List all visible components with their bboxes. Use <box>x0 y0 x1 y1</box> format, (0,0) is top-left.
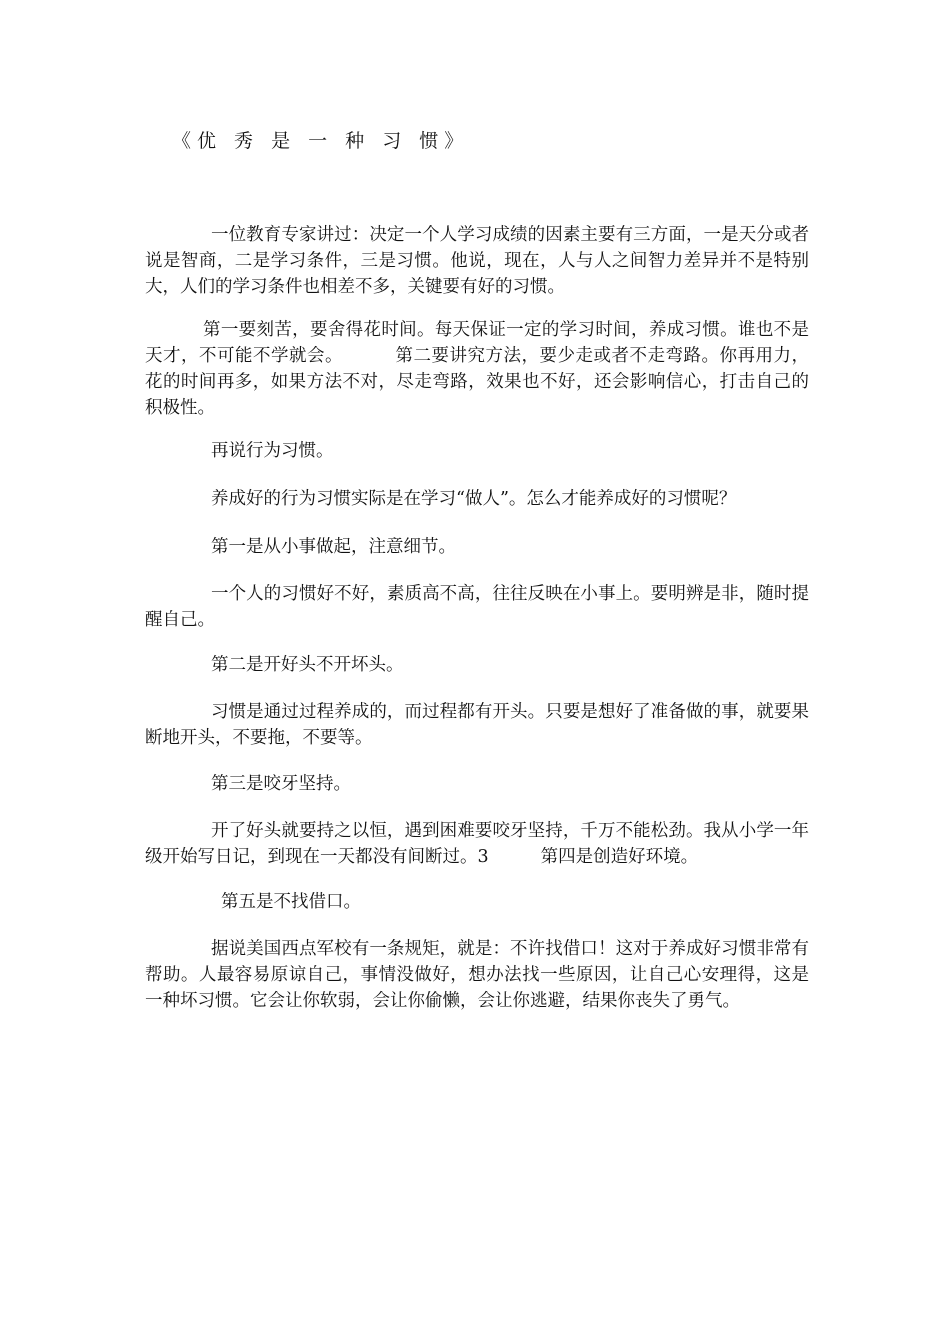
paragraph-5-text: 第一是从小事做起，注意细节。 <box>211 537 456 557</box>
paragraph-6 <box>145 581 809 633</box>
paragraph-4 <box>145 486 809 512</box>
paragraph-2-text-b: 第二要讲究方法，要少走或者不走弯路。你再用力，花的时间再多，如果方法不对，尽走弯路，效果也不好，还会影响信心，打击自己的积极性。 <box>145 346 809 418</box>
paragraph-6-text: 一个人的习惯好不好，素质高不高，往往反映在小事上。要明辨是非，随时提醒自己。 <box>145 584 809 630</box>
paragraph-10-text-b: 第四是创造好环境。 <box>540 847 699 867</box>
paragraph-7-text: 第二是开好头不开坏头。 <box>211 655 404 675</box>
paragraph-2-text-a: 第一要刻苦，要舍得花时间。每天保证一定的学习时间，养成习惯。谁也不是天才，不可能不学就会。 <box>145 320 809 366</box>
paragraph-10 <box>145 818 809 870</box>
paragraph-12 <box>145 936 809 1014</box>
paragraph-11 <box>145 889 809 915</box>
paragraph-8-text: 习惯是通过过程养成的，而过程都有开头。只要是想好了准备做的事，就要果断地开头，不要拖，不要等。 <box>145 702 809 748</box>
document-title: 《优 秀 是 一 种 习 惯》 <box>172 130 470 152</box>
paragraph-3 <box>145 438 809 464</box>
paragraph-1-text: 一位教育专家讲过：决定一个人学习成绩的因素主要有三方面，一是天分或者说是智商，二是学习条件，三是习惯。他说，现在，人与人之间智力差异并不是特别大，人们的学习条件也相差不多，关键要有好的习惯。 <box>145 225 809 297</box>
paragraph-1 <box>145 222 809 300</box>
paragraph-4-text: 养成好的行为习惯实际是在学习“做人”。怎么才能养成好的习惯呢？ <box>211 489 737 509</box>
paragraph-3-text: 再说行为习惯。 <box>211 441 334 461</box>
paragraph-9-text: 第三是咬牙坚持。 <box>211 774 351 794</box>
paragraph-12-text: 据说美国西点军校有一条规矩，就是：不许找借口！这对于养成好习惯非常有帮助。人最容易原谅自己，事情没做好，想办法找一些原因，让自己心安理得，这是一种坏习惯。它会让你软弱，会让你偷懒，会让你逃避，结果你丧失了勇气。 <box>145 939 809 1011</box>
paragraph-10-text-a: 开了好头就要持之以恒，遇到困难要咬牙坚持，千万不能松劲。我从小学一年级开始写日记，到现在一天都没有间断过。3 <box>145 821 809 867</box>
paragraph-8 <box>145 699 809 751</box>
paragraph-5 <box>145 534 809 560</box>
paragraph-11-text: 第五是不找借口。 <box>221 892 361 912</box>
paragraph-7 <box>145 652 809 678</box>
paragraph-2 <box>145 317 809 421</box>
paragraph-9 <box>145 771 809 797</box>
